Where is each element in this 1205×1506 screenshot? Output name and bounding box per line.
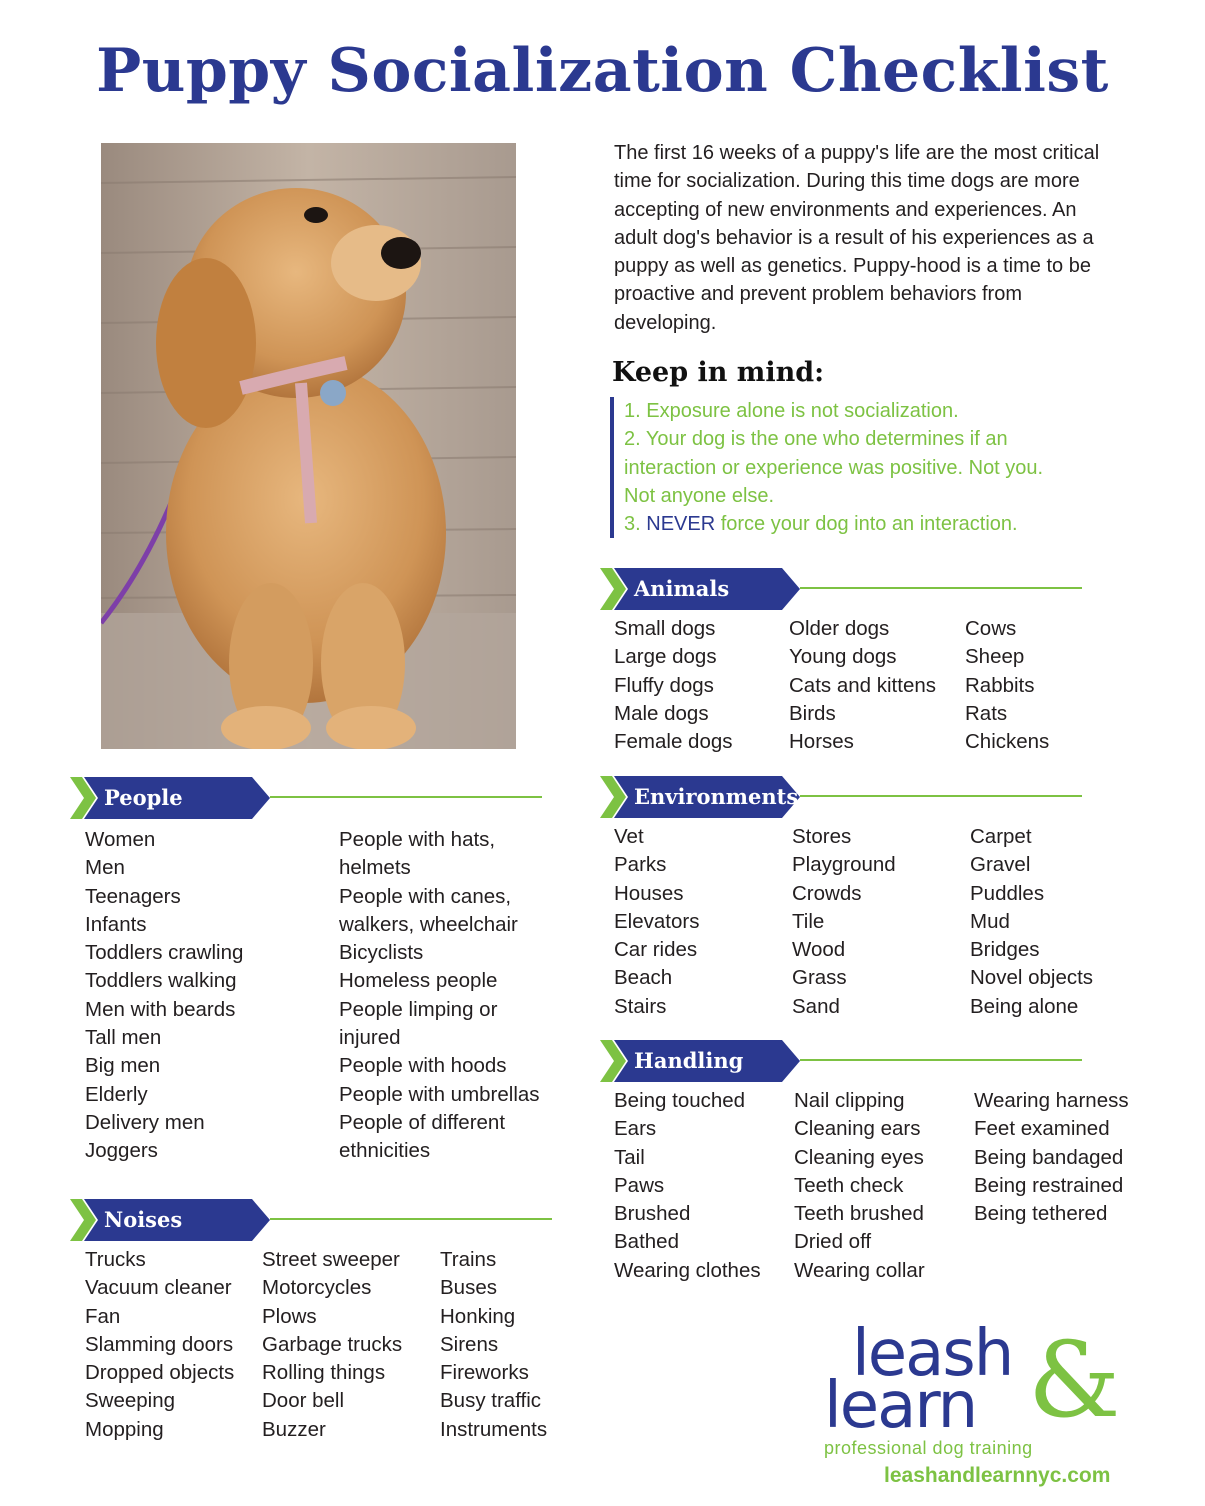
website-link[interactable]: leashandlearnnyc.com xyxy=(884,1464,1111,1487)
list-item: Grass xyxy=(792,966,847,990)
noises-col-3 xyxy=(440,1246,547,1444)
puppy-photo xyxy=(101,143,516,749)
list-item: Parks xyxy=(614,853,667,877)
list-item: Wearing harness xyxy=(974,1089,1129,1112)
list-item: Brushed xyxy=(614,1202,691,1226)
list-item: People limping or xyxy=(339,997,498,1021)
keep-in-mind-item-2: 2. Your dog is the one who determines if an interaction or experience was positive. Not you. Not anyone else. xyxy=(624,428,1044,507)
list-item: Mopping xyxy=(85,1417,164,1441)
list-item: Vacuum cleaner xyxy=(85,1276,232,1300)
list-item: Feet examined xyxy=(974,1117,1110,1141)
list-item: Playground xyxy=(792,853,896,877)
animals-col-2 xyxy=(789,615,936,756)
list-item: helmets xyxy=(339,856,411,880)
handling-col-2 xyxy=(794,1087,925,1285)
list-item: Bicyclists xyxy=(339,941,424,965)
list-item: Cows xyxy=(965,617,1017,640)
noises-col-2 xyxy=(262,1246,402,1444)
list-item: Stores xyxy=(792,825,852,848)
people-title: People xyxy=(104,785,183,810)
keep-in-mind-item-3 xyxy=(624,510,1050,538)
list-item: Stairs xyxy=(614,994,667,1018)
intro-paragraph: The first 16 weeks of a puppy's life are the most critical time for socialization. During this time dogs are more accepting of new environments and experiences. An adult dog's behavior is a result of his experiences as a puppy as well as genetics. Puppy-hood is a time to be proactive and prevent problem behaviors from developing. xyxy=(614,142,1100,334)
animals-col-1 xyxy=(614,615,733,756)
list-item: Fluffy dogs xyxy=(614,673,714,697)
list-item: Novel objects xyxy=(970,966,1094,990)
people-section-header xyxy=(70,777,542,819)
list-item: Tile xyxy=(792,909,825,933)
noises-title: Noises xyxy=(104,1207,183,1232)
list-item: Paws xyxy=(614,1173,665,1197)
list-item: Puddles xyxy=(970,881,1045,905)
logo-ampersand: & xyxy=(1028,1319,1121,1441)
list-item: Rolling things xyxy=(262,1361,386,1385)
list-item: Ears xyxy=(614,1117,657,1141)
list-item: Buses xyxy=(440,1276,497,1300)
list-item: Being restrained xyxy=(974,1173,1124,1197)
list-item: Young dogs xyxy=(789,645,897,669)
list-item: Delivery men xyxy=(85,1110,205,1134)
animals-col-3 xyxy=(965,615,1049,756)
list-item: Garbage trucks xyxy=(262,1332,403,1356)
section-rule xyxy=(270,796,542,798)
people-col-2 xyxy=(339,826,540,1166)
list-item: Older dogs xyxy=(789,617,890,640)
leash-and-learn-logo xyxy=(820,1317,1140,1495)
list-item: Gravel xyxy=(970,853,1031,877)
list-item: Houses xyxy=(614,881,684,905)
environments-col-3 xyxy=(970,823,1093,1021)
list-item: Cleaning eyes xyxy=(794,1145,924,1169)
keep-in-mind-list xyxy=(610,397,1050,538)
list-item: Men xyxy=(85,856,125,880)
list-item: Elevators xyxy=(614,909,700,933)
list-item: Fireworks xyxy=(440,1361,529,1385)
list-item: Men with beards xyxy=(85,997,236,1021)
list-item: Busy traffic xyxy=(440,1389,542,1413)
list-item: People with umbrellas xyxy=(339,1082,540,1106)
list-item: Horses xyxy=(789,730,854,754)
logo-word-leash: leash xyxy=(852,1317,1013,1391)
list-item: Mud xyxy=(970,909,1010,933)
list-item: Being bandaged xyxy=(974,1145,1124,1169)
list-item: Trucks xyxy=(85,1248,146,1271)
list-item: Sheep xyxy=(965,645,1025,669)
keep-in-mind-item-3-number: 3. xyxy=(624,513,641,536)
list-item: Birds xyxy=(789,701,836,725)
list-item: Being touched xyxy=(614,1089,746,1112)
list-item: Dropped objects xyxy=(85,1361,235,1385)
list-item: Big men xyxy=(85,1054,161,1078)
list-item: Trains xyxy=(440,1248,497,1271)
list-item: Tail xyxy=(614,1145,645,1169)
list-item: ethnicities xyxy=(339,1139,431,1163)
list-item: Female dogs xyxy=(614,730,733,754)
list-item: Homeless people xyxy=(339,969,498,993)
noises-section-header xyxy=(70,1199,552,1241)
list-item: Door bell xyxy=(262,1389,345,1413)
list-item: Crowds xyxy=(792,881,862,905)
list-item: Being tethered xyxy=(974,1202,1108,1226)
noises-col-1 xyxy=(85,1246,234,1444)
list-item: People with hats, xyxy=(339,828,496,851)
list-item: Slamming doors xyxy=(85,1332,234,1356)
list-item: Male dogs xyxy=(614,701,709,725)
list-item: Plows xyxy=(262,1304,317,1328)
list-item: Sand xyxy=(792,994,840,1018)
list-item: Wood xyxy=(792,938,846,962)
environments-section-header xyxy=(600,776,1082,818)
list-item: Nail clipping xyxy=(794,1089,905,1112)
environments-title: Environments xyxy=(634,784,799,809)
list-item: Tall men xyxy=(85,1026,162,1050)
list-item: Being alone xyxy=(970,994,1079,1018)
keep-in-mind-item-1: 1. Exposure alone is not socialization. xyxy=(624,400,959,422)
list-item: Beach xyxy=(614,966,673,990)
list-item: Bridges xyxy=(970,938,1040,962)
keep-in-mind-title: Keep in mind: xyxy=(612,357,825,388)
list-item: Toddlers walking xyxy=(85,969,237,993)
list-item: People with hoods xyxy=(339,1054,507,1078)
handling-col-3 xyxy=(974,1087,1129,1228)
list-item: Teenagers xyxy=(85,884,181,908)
list-item: Cats and kittens xyxy=(789,673,936,697)
list-item: Toddlers crawling xyxy=(85,941,244,965)
list-item: Joggers xyxy=(85,1139,158,1163)
list-item: Carpet xyxy=(970,825,1032,848)
list-item: Teeth brushed xyxy=(794,1202,924,1226)
list-item: Motorcycles xyxy=(262,1276,372,1300)
section-rule xyxy=(800,1059,1082,1061)
list-item: People of different xyxy=(339,1110,506,1134)
keep-in-mind-item-3-text: force your dog into an interaction. xyxy=(720,513,1018,536)
list-item: Teeth check xyxy=(794,1173,904,1197)
list-item: Rabbits xyxy=(965,673,1035,697)
list-item: Honking xyxy=(440,1304,516,1328)
animals-title: Animals xyxy=(634,576,730,601)
list-item: Small dogs xyxy=(614,617,716,640)
environments-col-1 xyxy=(614,823,699,1021)
handling-col-1 xyxy=(614,1087,761,1285)
list-item: Instruments xyxy=(440,1417,548,1441)
list-item: Wearing collar xyxy=(794,1258,925,1282)
list-item: Cleaning ears xyxy=(794,1117,921,1141)
section-rule xyxy=(800,587,1082,589)
handling-section-header xyxy=(600,1040,1082,1082)
section-rule xyxy=(800,795,1082,797)
animals-section-header xyxy=(600,568,1082,610)
list-item: Bathed xyxy=(614,1230,679,1254)
people-col-1 xyxy=(85,826,243,1166)
list-item: People with canes, xyxy=(339,884,512,908)
logo-tagline: professional dog training xyxy=(824,1438,1033,1458)
list-item: Women xyxy=(85,828,156,851)
list-item: Chickens xyxy=(965,730,1050,754)
list-item: Fan xyxy=(85,1304,121,1328)
list-item: Vet xyxy=(614,825,644,848)
list-item: Rats xyxy=(965,701,1008,725)
list-item: walkers, wheelchair xyxy=(339,912,518,936)
handling-title: Handling xyxy=(634,1048,744,1073)
environments-col-2 xyxy=(792,823,896,1021)
list-item: Elderly xyxy=(85,1082,148,1106)
list-item: Sweeping xyxy=(85,1389,176,1413)
page-title: Puppy Socialization Checklist xyxy=(96,36,1109,106)
section-rule xyxy=(270,1218,552,1220)
list-item: Street sweeper xyxy=(262,1248,400,1271)
list-item: Dried off xyxy=(794,1230,872,1254)
logo-word-learn: learn xyxy=(824,1369,977,1443)
list-item: Infants xyxy=(85,912,147,936)
list-item: Large dogs xyxy=(614,645,717,669)
list-item: Wearing clothes xyxy=(614,1258,761,1282)
list-item: Car rides xyxy=(614,938,698,962)
list-item: injured xyxy=(339,1026,401,1050)
list-item: Buzzer xyxy=(262,1417,326,1441)
never-emphasis: NEVER xyxy=(646,513,716,536)
list-item: Sirens xyxy=(440,1332,499,1356)
